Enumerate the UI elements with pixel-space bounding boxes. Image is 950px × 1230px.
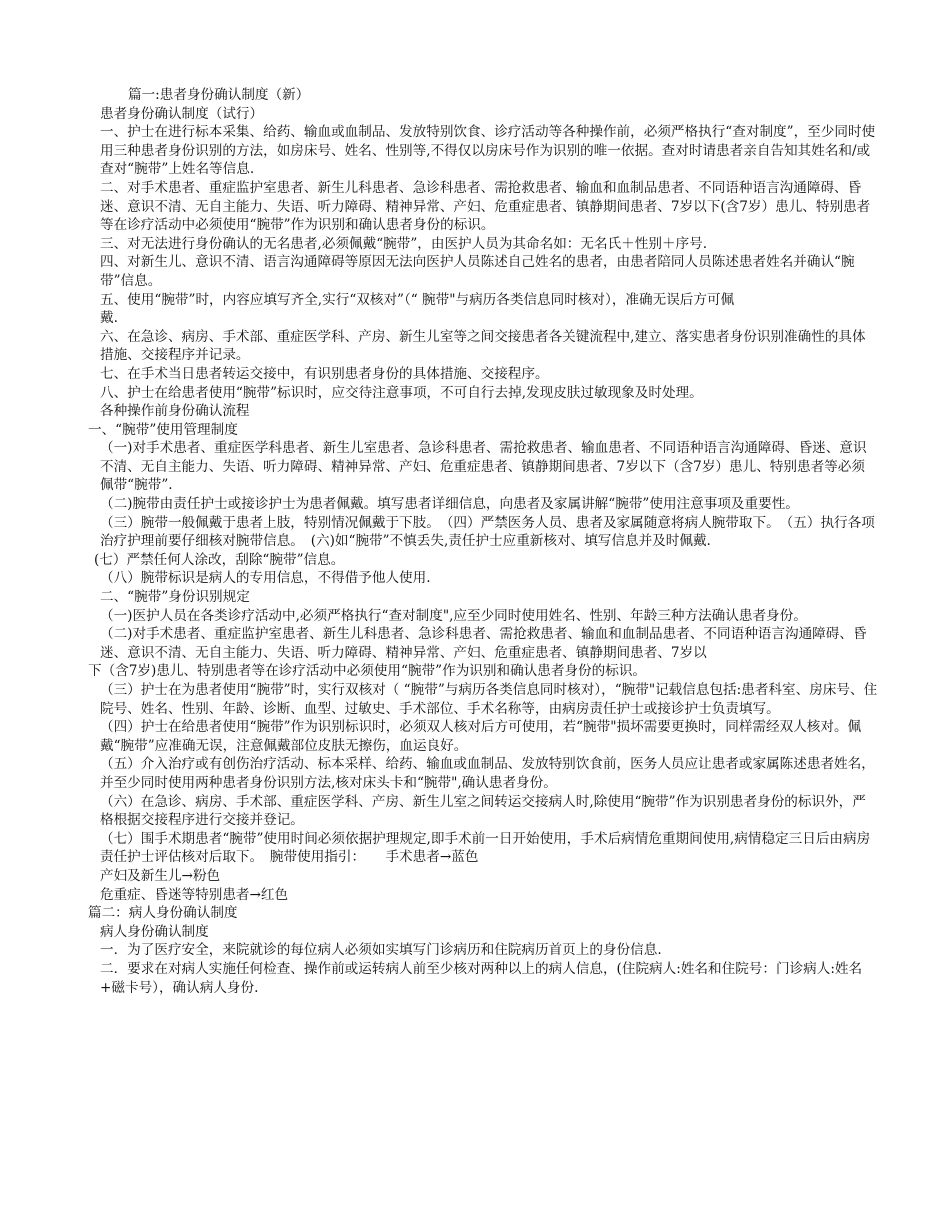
subheading: 一、“腕带”使用管理制度 <box>88 421 238 438</box>
paragraph: 一．为了医疗安全，来院就诊的每位病人必须如实填写门诊病历和住院病历首页上的身份信息. <box>100 942 662 959</box>
paragraph: 五、使用“腕带”时，内容应填写齐全,实行“双核对”（“ 腕带"与病历各类信息同时核对），准确无误后方可佩 <box>100 291 735 308</box>
paragraph: （七）围手术期患者“腕带”使用时间必须依据护理规定,即手术前一日开始使用，手术后病情危重期间使用,病情稳定三日后由病房责任护士评估核对后取下。 腕带使用指引： 手术患者→蓝色 <box>100 830 871 866</box>
paragraph: （三）腕带一般佩戴于患者上肢，特别情况佩戴于下肢。 （四）严禁医务人员、患者及家属随意将病人腕带取下。 （五）执行各项治疗护理前要仔细核对腕带信息。 (六)如“腕带”不慎丢失,责任护士应重新核对、填写信息并及时佩戴. <box>100 514 875 550</box>
subheading: 各种操作前身份确认流程 <box>100 403 250 420</box>
paragraph: 戴. <box>100 310 118 327</box>
paragraph: 三、对无法进行身份确认的无名患者,必须佩戴“腕带”，由医护人员为其命名如：无名氏＋性别＋序号. <box>100 235 708 252</box>
paragraph: 下（含7岁)患儿、特别患者等在诊疗活动中必须使用“腕带”作为识别和确认患者身份的标识。 <box>88 663 647 680</box>
doc-heading: 病人身份确认制度 <box>100 923 209 940</box>
paragraph: （四）护士在给患者使用“腕带”作为识别标识时，必须双人核对后方可使用，若“腕带"损坏需要更换时，同样需经双人核对。佩戴“腕带”应准确无误，注意佩戴部位皮肤无擦伤，血运良好。 <box>100 719 862 754</box>
section-title-1: 篇一:患者身份确认制度（新） <box>128 87 310 103</box>
paragraph: (七）严禁任何人涂改，刮除“腕带”信息。 <box>94 551 345 568</box>
paragraph: （一)对手术患者、重症医学科患者、新生儿室患者、急诊科患者、需抢救患者、输血患者、不同语种语言沟通障碍、昏迷、意识不清、无自主能力、失语、听力障碍、精神异常、产妇、危重症患者、镇静期间患者、7岁以下（含7岁）患儿、特别患者等必须佩带“腕带”. <box>100 440 867 494</box>
paragraph: 产妇及新生儿→粉色 <box>100 867 221 884</box>
paragraph: （二)对手术患者、重症监护室患者、新生儿科患者、急诊科患者、需抢救患者、输血和血制品患者、不同语种语言沟通障碍、昏迷、意识不清、无自主能力、失语、听力障碍、精神异常、产妇、危重症患者、镇静期间患者、7岁以 <box>100 626 867 661</box>
paragraph: 七、在手术当日患者转运交接中，有识别患者身份的具体措施、交接程序。 <box>100 365 549 382</box>
paragraph: （六）在急诊、病房、手术部、重症医学科、产房、新生儿室之间转运交接病人时,除使用“腕带”作为识别患者身份的标识外，严格根据交接程序进行交接并登记。 <box>100 793 866 829</box>
paragraph: 八、护士在给患者使用“腕带”标识时，应交待注意事项，不可自行去掉,发现皮肤过敏现象及时处理。 <box>100 384 703 401</box>
paragraph: （一)医护人员在各类诊疗活动中,必须严格执行“查对制度",应至少同时使用姓名、性别、年龄三种方法确认患者身份。 <box>100 607 807 624</box>
paragraph: （三）护士在为患者使用“腕带”时，实行双核对（ “腕带”与病历各类信息同时核对），“腕带"记载信息包括:患者科室、房床号、住院号、姓名、性别、年龄、诊断、血型、过敏史、手术部位、手术名称等，由病房责任护士或接诊护士负责填写。 <box>100 682 878 717</box>
subheading: 二、“腕带”身份识别规定 <box>100 589 250 606</box>
section-title-2: 篇二：病人身份确认制度 <box>88 905 238 922</box>
paragraph: 六、在急诊、病房、手术部、重症医学科、产房、新生儿室等之间交接患者各关键流程中,建立、落实患者身份识别准确性的具体措施、交接程序并记录。 <box>100 328 866 364</box>
paragraph: 二、对手术患者、重症监护室患者、新生儿科患者、急诊科患者、需抢救患者、输血和血制品患者、不同语种语言沟通障碍、昏迷、意识不清、无自主能力、失语、听力障碍、精神异常、产妇、危重症患者、镇静期间患者、7岁以下(含7岁）患儿、特别患者等在诊疗活动中必须使用“腕带”作为识别和确认患者身份的标识。 <box>100 179 871 234</box>
doc-heading: 患者身份确认制度（试行） <box>100 105 264 122</box>
paragraph: （八）腕带标识是病人的专用信息，不得借予他人使用. <box>100 570 431 587</box>
paragraph: 一、护士在进行标本采集、给药、输血或血制品、发放特别饮食、诊疗活动等各种操作前，必须严格执行“查对制度”，至少同时使用三种患者身份识别的方法，如房床号、姓名、性别等,不得仅以房床号作为识别的唯一依据。查对时请患者亲自告知其姓名和/或查对“腕带”上姓名等信息. <box>100 124 876 178</box>
paragraph: 危重症、昏迷等特别患者→红色 <box>100 886 289 903</box>
paragraph: （二)腕带由责任护士或接诊护士为患者佩戴。填写患者详细信息，向患者及家属讲解“腕带”使用注意事项及重要性。 <box>100 496 799 513</box>
paragraph: 四、对新生儿、意识不清、语言沟通障碍等原因无法向医护人员陈述自己姓名的患者，由患者陪同人员陈述患者姓名并确认“腕带”信息。 <box>100 254 855 289</box>
document-page <box>88 86 878 997</box>
paragraph: （五）介入治疗或有创伤治疗活动、标本采样、给药、输血或血制品、发放特别饮食前，医务人员应让患者或家属陈述患者姓名，并至少同时使用两种患者身份识别方法,核对床头卡和“腕带",确认患者身份。 <box>100 756 875 791</box>
paragraph: 二．要求在对病人实施任何检查、操作前或运转病人前至少核对两种以上的病人信息，(住院病人:姓名和住院号：门诊病人:姓名+磁卡号），确认病人身份. <box>100 960 863 996</box>
